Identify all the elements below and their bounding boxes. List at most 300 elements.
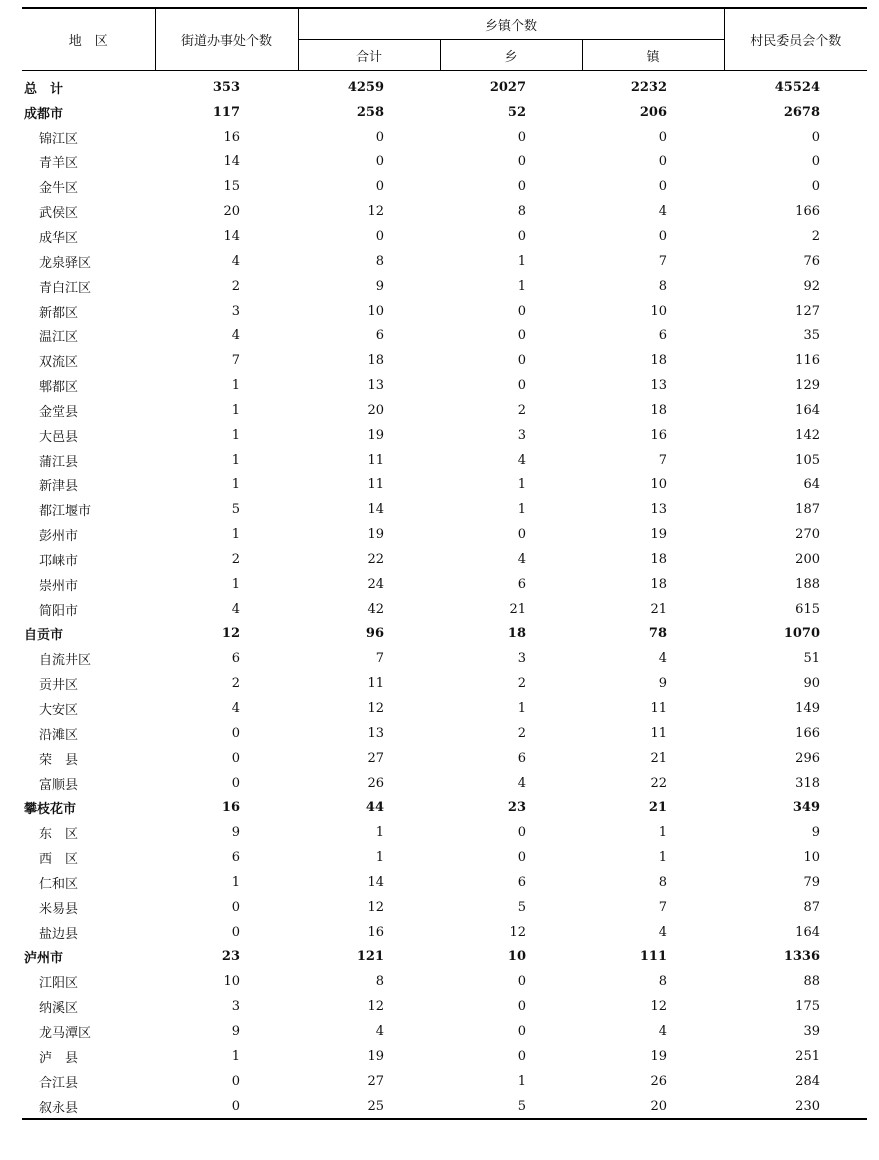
zhen-count-cell: 11	[650, 725, 667, 741]
village-committee-count-cell: 164	[795, 402, 820, 418]
zhen-count-cell: 9	[658, 676, 667, 692]
township-total-cell: 121	[356, 949, 384, 965]
table-body	[22, 71, 867, 1120]
village-committee-count-cell: 200	[795, 551, 820, 567]
subdistrict-count-cell: 1	[231, 452, 240, 468]
township-total-cell: 22	[367, 551, 384, 567]
xiang-count-cell: 1	[517, 477, 526, 493]
table-row	[22, 348, 867, 373]
village-committee-count-cell: 166	[795, 725, 820, 741]
xiang-count-cell: 5	[440, 1094, 582, 1120]
table-row	[22, 174, 867, 199]
subdistrict-count-cell: 23	[221, 949, 240, 965]
xiang-count-cell: 0	[517, 154, 526, 170]
village-committee-count-cell: 90	[803, 676, 820, 692]
township-total-cell: 7	[375, 651, 384, 667]
region-name-cell: 泸州市	[24, 951, 64, 967]
xiang-count-cell: 8	[517, 204, 526, 220]
zhen-count-cell: 6	[658, 328, 667, 344]
region-name-cell: 仁和区	[39, 876, 79, 892]
table-row	[22, 274, 867, 299]
xiang-count-cell: 2	[517, 676, 526, 692]
subdistrict-count-cell: 1	[231, 874, 240, 890]
subdistrict-count-cell: 0	[231, 1073, 240, 1089]
zhen-count-cell: 22	[650, 775, 667, 791]
xiang-count-cell: 4	[517, 775, 526, 791]
zhen-count-cell: 21	[648, 800, 667, 816]
subdistrict-count-cell: 6	[231, 651, 240, 667]
village-committee-count-cell: 349	[792, 800, 820, 816]
xiang-count-cell: 5	[517, 899, 526, 915]
table-row	[22, 994, 867, 1019]
village-committee-count-cell: 142	[795, 427, 820, 443]
village-committee-count-cell: 39	[803, 1023, 820, 1039]
township-total-cell: 96	[365, 626, 384, 642]
subdistrict-count-cell: 16	[221, 800, 240, 816]
table-row	[22, 795, 867, 820]
village-committee-count-cell: 76	[803, 253, 820, 269]
xiang-count-cell: 10	[507, 949, 526, 965]
subdistrict-count-cell: 3	[231, 303, 240, 319]
table-row	[22, 497, 867, 522]
zhen-count-cell: 18	[650, 576, 667, 592]
township-total-cell: 6	[375, 328, 384, 344]
township-total-cell: 12	[367, 899, 384, 915]
table-row	[22, 1019, 867, 1044]
region-name-cell: 蒲江县	[39, 454, 79, 470]
region-name-cell: 双流区	[39, 355, 79, 371]
village-committee-count-cell: 1070	[783, 626, 820, 642]
subdistrict-count-cell: 6	[231, 850, 240, 866]
region-name-cell: 泸 县	[39, 1050, 79, 1066]
township-total-cell: 11	[367, 676, 384, 692]
zhen-count-cell: 18	[650, 551, 667, 567]
region-name-cell: 自贡市	[24, 628, 64, 644]
xiang-count-cell: 0	[517, 527, 526, 543]
zhen-count-cell: 19	[650, 1048, 667, 1064]
region-name-cell: 金堂县	[39, 404, 79, 420]
xiang-count-cell: 0	[517, 328, 526, 344]
subdistrict-count-cell: 1	[231, 427, 240, 443]
subdistrict-count-cell: 1	[231, 527, 240, 543]
zhen-count-cell: 0	[658, 129, 667, 145]
header-subdistrict-count: 街道办事处个数	[155, 8, 298, 71]
region-name-cell: 龙泉驿区	[39, 255, 92, 271]
zhen-count-cell: 21	[650, 601, 667, 617]
xiang-count-cell: 1	[517, 1073, 526, 1089]
table-row	[22, 150, 867, 175]
xiang-count-cell: 18	[507, 626, 526, 642]
xiang-count-cell: 52	[507, 104, 526, 120]
region-name-cell: 新津县	[39, 479, 79, 495]
region-name-cell: 龙马潭区	[39, 1025, 92, 1041]
table-row	[22, 1094, 867, 1120]
township-total-cell: 14	[367, 874, 384, 890]
township-total-cell: 0	[375, 129, 384, 145]
table-row	[22, 920, 867, 945]
zhen-count-cell: 78	[648, 626, 667, 642]
township-total-cell: 0	[375, 154, 384, 170]
township-total-cell: 4	[375, 1023, 384, 1039]
region-name-cell: 合江县	[39, 1075, 79, 1091]
region-name-cell: 成华区	[39, 230, 79, 246]
zhen-count-cell: 206	[639, 104, 667, 120]
table-row	[22, 100, 867, 125]
subdistrict-count-cell: 0	[231, 750, 240, 766]
subdistrict-count-cell: 14	[223, 228, 240, 244]
township-total-cell: 19	[367, 527, 384, 543]
table-row	[22, 572, 867, 597]
xiang-count-cell: 0	[517, 850, 526, 866]
table-row	[22, 373, 867, 398]
township-total-cell: 19	[367, 427, 384, 443]
table-row	[22, 696, 867, 721]
header-xiang: 乡	[440, 40, 582, 71]
village-committee-count-cell: 175	[795, 999, 820, 1015]
table-row	[22, 224, 867, 249]
village-committee-count-cell: 0	[811, 179, 820, 195]
village-committee-count-cell: 45524	[774, 79, 820, 95]
xiang-count-cell: 0	[517, 974, 526, 990]
subdistrict-count-cell: 1	[231, 576, 240, 592]
subdistrict-count-cell: 0	[155, 1094, 298, 1120]
region-name-cell: 西 区	[39, 852, 79, 868]
table-row	[22, 969, 867, 994]
township-total-cell: 1	[375, 850, 384, 866]
table-row	[22, 622, 867, 647]
table-row	[22, 895, 867, 920]
zhen-count-cell: 1	[658, 825, 667, 841]
subdistrict-count-cell: 1	[231, 378, 240, 394]
village-committee-count-cell: 64	[803, 477, 820, 493]
table-row	[22, 870, 867, 895]
township-total-cell: 20	[367, 402, 384, 418]
subdistrict-count-cell: 3	[231, 999, 240, 1015]
township-total-cell: 1	[375, 825, 384, 841]
village-committee-count-cell: 187	[795, 502, 820, 518]
zhen-count-cell: 4	[658, 651, 667, 667]
subdistrict-count-cell: 2	[231, 551, 240, 567]
table-row	[22, 71, 867, 100]
township-total-cell: 25	[298, 1094, 440, 1120]
xiang-count-cell: 0	[517, 303, 526, 319]
subdistrict-count-cell: 7	[231, 353, 240, 369]
header-zhen: 镇	[582, 40, 724, 71]
village-committee-count-cell: 35	[803, 328, 820, 344]
subdistrict-count-cell: 5	[231, 502, 240, 518]
statistics-table	[22, 7, 867, 1120]
region-name-cell: 盐边县	[39, 926, 79, 942]
village-committee-count-cell: 129	[795, 378, 820, 394]
region-name-cell: 新都区	[39, 305, 79, 321]
village-committee-count-cell: 251	[795, 1048, 820, 1064]
region-name-cell: 东 区	[39, 827, 79, 843]
table-row	[22, 671, 867, 696]
xiang-count-cell: 3	[517, 651, 526, 667]
region-name-cell: 沿滩区	[39, 727, 79, 743]
region-name-cell: 郫都区	[39, 380, 79, 396]
subdistrict-count-cell: 1	[231, 402, 240, 418]
region-name-cell: 武侯区	[39, 206, 79, 222]
zhen-count-cell: 11	[650, 701, 667, 717]
village-committee-count-cell: 1336	[783, 949, 820, 965]
township-total-cell: 0	[375, 228, 384, 244]
xiang-count-cell: 1	[517, 502, 526, 518]
xiang-count-cell: 23	[507, 800, 526, 816]
village-committee-count-cell: 9	[811, 825, 820, 841]
village-committee-count-cell: 270	[795, 527, 820, 543]
region-name-cell: 米易县	[39, 901, 79, 917]
subdistrict-count-cell: 20	[223, 204, 240, 220]
township-total-cell: 12	[367, 999, 384, 1015]
xiang-count-cell: 0	[517, 129, 526, 145]
header-township-group: 乡镇个数	[298, 8, 724, 40]
township-total-cell: 11	[367, 477, 384, 493]
zhen-count-cell: 21	[650, 750, 667, 766]
township-total-cell: 42	[367, 601, 384, 617]
table-header	[22, 8, 867, 71]
zhen-count-cell: 8	[658, 278, 667, 294]
subdistrict-count-cell: 0	[231, 775, 240, 791]
xiang-count-cell: 0	[517, 378, 526, 394]
header-region: 地 区	[22, 8, 155, 71]
zhen-count-cell: 4	[658, 924, 667, 940]
table-row	[22, 249, 867, 274]
township-total-cell: 14	[367, 502, 384, 518]
subdistrict-count-cell: 1	[231, 477, 240, 493]
table-row	[22, 597, 867, 622]
village-committee-count-cell: 296	[795, 750, 820, 766]
subdistrict-count-cell: 4	[231, 601, 240, 617]
region-name-cell: 自流井区	[39, 653, 92, 669]
village-committee-count-cell: 88	[803, 974, 820, 990]
subdistrict-count-cell: 0	[231, 725, 240, 741]
region-name-cell: 大邑县	[39, 429, 79, 445]
subdistrict-count-cell: 2	[231, 676, 240, 692]
region-name-cell: 纳溪区	[39, 1001, 79, 1017]
village-committee-count-cell: 105	[795, 452, 820, 468]
township-total-cell: 258	[356, 104, 384, 120]
table-row	[22, 299, 867, 324]
table-row	[22, 646, 867, 671]
zhen-count-cell: 0	[658, 228, 667, 244]
township-total-cell: 44	[365, 800, 384, 816]
header-village-committee-count: 村民委员会个数	[750, 34, 842, 49]
subdistrict-count-cell: 353	[212, 79, 240, 95]
township-total-cell: 13	[367, 378, 384, 394]
village-committee-count-cell: 188	[795, 576, 820, 592]
village-committee-count-cell: 92	[803, 278, 820, 294]
village-committee-count-cell: 615	[795, 601, 820, 617]
zhen-count-cell: 7	[658, 899, 667, 915]
region-name-cell: 崇州市	[39, 578, 79, 594]
region-name-cell: 邛崃市	[39, 553, 79, 569]
zhen-count-cell: 12	[650, 999, 667, 1015]
region-name-cell: 锦江区	[39, 131, 79, 147]
zhen-count-cell: 0	[658, 179, 667, 195]
xiang-count-cell: 3	[517, 427, 526, 443]
table-row	[22, 323, 867, 348]
xiang-count-cell: 2	[517, 725, 526, 741]
zhen-count-cell: 0	[658, 154, 667, 170]
header-township-total: 合计	[298, 40, 440, 71]
xiang-count-cell: 1	[517, 278, 526, 294]
subdistrict-count-cell: 4	[231, 701, 240, 717]
region-name-cell: 成都市	[24, 106, 64, 122]
zhen-count-cell: 8	[658, 874, 667, 890]
xiang-count-cell: 0	[517, 353, 526, 369]
zhen-count-cell: 19	[650, 527, 667, 543]
village-committee-count-cell: 2	[811, 228, 820, 244]
subdistrict-count-cell: 1	[231, 1048, 240, 1064]
xiang-count-cell: 12	[509, 924, 526, 940]
zhen-count-cell: 20	[582, 1094, 724, 1120]
township-total-cell: 11	[367, 452, 384, 468]
township-total-cell: 16	[367, 924, 384, 940]
table-row	[22, 547, 867, 572]
zhen-count-cell: 111	[639, 949, 667, 965]
table-row	[22, 746, 867, 771]
table-row	[22, 845, 867, 870]
zhen-count-cell: 13	[650, 502, 667, 518]
table-row	[22, 771, 867, 796]
region-name-cell: 荣 县	[39, 752, 79, 768]
township-total-cell: 4259	[347, 79, 384, 95]
village-committee-count-cell: 116	[795, 353, 820, 369]
region-name-cell: 叙永县	[22, 1094, 155, 1120]
xiang-count-cell: 0	[517, 1048, 526, 1064]
township-total-cell: 10	[367, 303, 384, 319]
subdistrict-count-cell: 16	[223, 129, 240, 145]
table-row	[22, 199, 867, 224]
table-row	[22, 423, 867, 448]
village-committee-count-cell: 51	[803, 651, 820, 667]
subdistrict-count-cell: 14	[223, 154, 240, 170]
subdistrict-count-cell: 9	[231, 1023, 240, 1039]
table-row	[22, 448, 867, 473]
region-name-cell: 富顺县	[39, 777, 79, 793]
subdistrict-count-cell: 9	[231, 825, 240, 841]
subdistrict-count-cell: 15	[223, 179, 240, 195]
zhen-count-cell: 7	[658, 452, 667, 468]
table-row	[22, 125, 867, 150]
region-name-cell: 总 计	[24, 81, 64, 97]
subdistrict-count-cell: 2	[231, 278, 240, 294]
table-row	[22, 1069, 867, 1094]
region-name-cell: 贡井区	[39, 678, 79, 694]
village-committee-count-cell: 230	[724, 1094, 867, 1120]
township-total-cell: 8	[375, 253, 384, 269]
township-total-cell: 18	[367, 353, 384, 369]
region-name-cell: 青羊区	[39, 156, 79, 172]
xiang-count-cell: 6	[517, 750, 526, 766]
table-row	[22, 522, 867, 547]
region-name-cell: 彭州市	[39, 529, 79, 545]
xiang-count-cell: 1	[517, 701, 526, 717]
township-total-cell: 0	[375, 179, 384, 195]
zhen-count-cell: 26	[650, 1073, 667, 1089]
xiang-count-cell: 6	[517, 576, 526, 592]
xiang-count-cell: 4	[517, 551, 526, 567]
township-total-cell: 19	[367, 1048, 384, 1064]
table-row	[22, 398, 867, 423]
xiang-count-cell: 0	[517, 179, 526, 195]
township-total-cell: 12	[367, 204, 384, 220]
township-total-cell: 27	[367, 750, 384, 766]
xiang-count-cell: 0	[517, 999, 526, 1015]
zhen-count-cell: 10	[650, 477, 667, 493]
subdistrict-count-cell: 0	[231, 899, 240, 915]
village-committee-count-cell: 2678	[783, 104, 820, 120]
region-name-cell: 大安区	[39, 703, 79, 719]
xiang-count-cell: 4	[517, 452, 526, 468]
region-name-cell: 都江堰市	[39, 504, 92, 520]
region-name-cell: 金牛区	[39, 181, 79, 197]
xiang-count-cell: 1	[517, 253, 526, 269]
subdistrict-count-cell: 4	[231, 328, 240, 344]
zhen-count-cell: 2232	[630, 79, 667, 95]
zhen-count-cell: 13	[650, 378, 667, 394]
village-committee-count-cell: 318	[795, 775, 820, 791]
village-committee-count-cell: 79	[803, 874, 820, 890]
zhen-count-cell: 4	[658, 204, 667, 220]
xiang-count-cell: 0	[517, 228, 526, 244]
zhen-count-cell: 10	[650, 303, 667, 319]
table-row	[22, 721, 867, 746]
subdistrict-count-cell: 12	[221, 626, 240, 642]
table-row	[22, 473, 867, 498]
village-committee-count-cell: 87	[803, 899, 820, 915]
subdistrict-count-cell: 10	[223, 974, 240, 990]
village-committee-count-cell: 127	[795, 303, 820, 319]
zhen-count-cell: 1	[658, 850, 667, 866]
subdistrict-count-cell: 0	[231, 924, 240, 940]
region-name-cell: 江阳区	[39, 976, 79, 992]
village-committee-count-cell: 166	[795, 204, 820, 220]
township-total-cell: 9	[375, 278, 384, 294]
subdistrict-count-cell: 117	[212, 104, 240, 120]
xiang-count-cell: 2027	[489, 79, 526, 95]
xiang-count-cell: 21	[509, 601, 526, 617]
township-total-cell: 13	[367, 725, 384, 741]
township-total-cell: 26	[367, 775, 384, 791]
township-total-cell: 8	[375, 974, 384, 990]
region-name-cell: 简阳市	[39, 603, 79, 619]
township-total-cell: 27	[367, 1073, 384, 1089]
zhen-count-cell: 8	[658, 974, 667, 990]
zhen-count-cell: 7	[658, 253, 667, 269]
xiang-count-cell: 0	[517, 825, 526, 841]
table-row	[22, 820, 867, 845]
zhen-count-cell: 16	[650, 427, 667, 443]
zhen-count-cell: 18	[650, 353, 667, 369]
village-committee-count-cell: 164	[795, 924, 820, 940]
village-committee-count-cell: 0	[811, 129, 820, 145]
village-committee-count-cell: 0	[811, 154, 820, 170]
zhen-count-cell: 18	[650, 402, 667, 418]
village-committee-count-cell: 149	[795, 701, 820, 717]
village-committee-count-cell: 284	[795, 1073, 820, 1089]
region-name-cell: 攀枝花市	[24, 802, 77, 818]
xiang-count-cell: 2	[517, 402, 526, 418]
subdistrict-count-cell: 4	[231, 253, 240, 269]
region-name-cell: 青白江区	[39, 280, 92, 296]
village-committee-count-cell: 10	[803, 850, 820, 866]
xiang-count-cell: 6	[517, 874, 526, 890]
xiang-count-cell: 0	[517, 1023, 526, 1039]
table-row	[22, 1044, 867, 1069]
region-name-cell: 温江区	[39, 330, 79, 346]
